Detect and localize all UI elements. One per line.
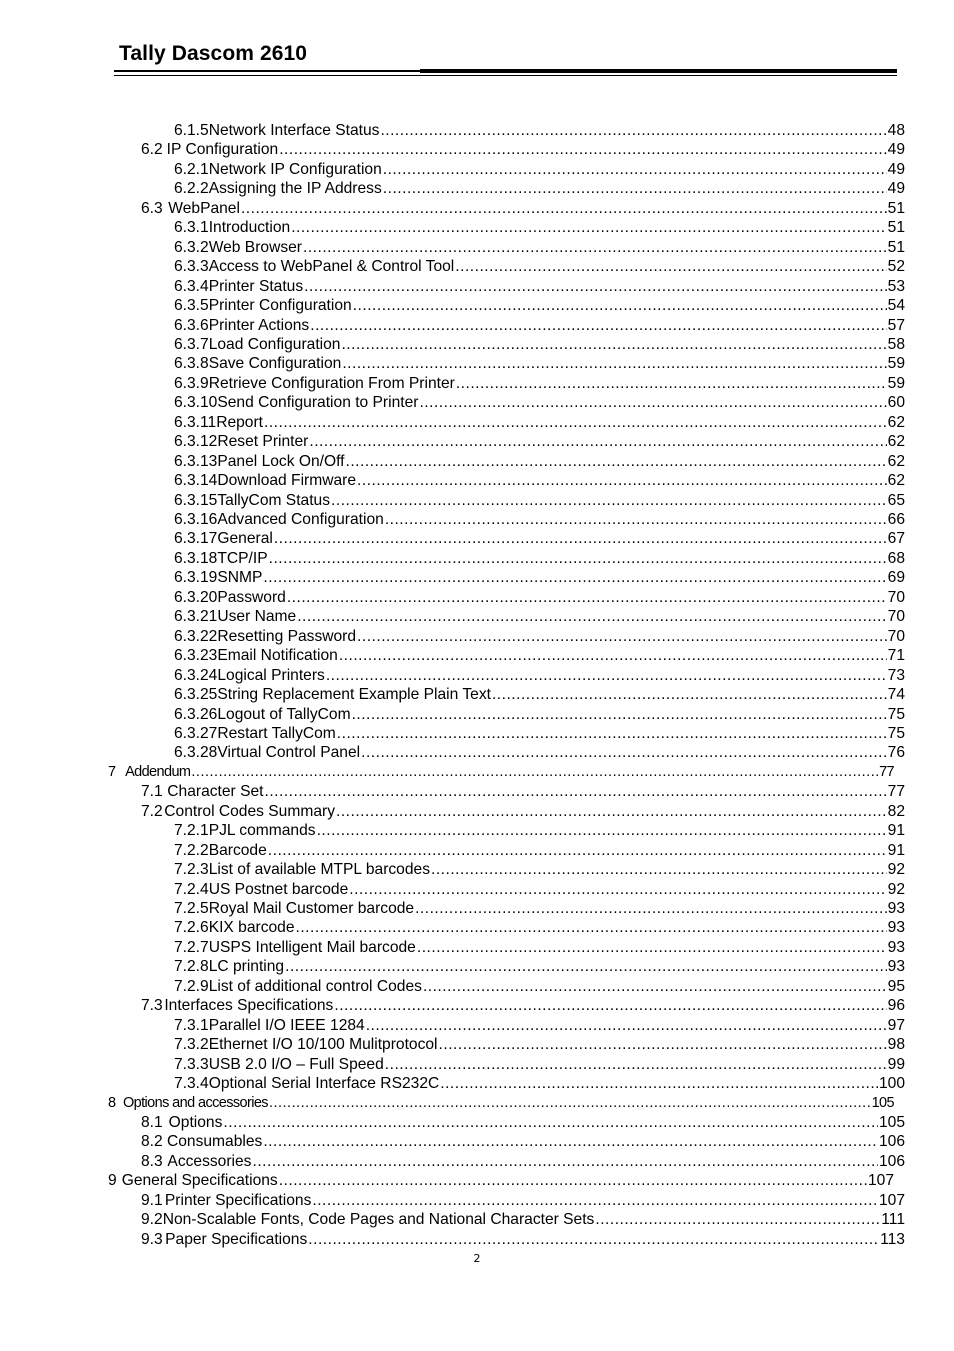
toc-entry-page[interactable]: 62 <box>887 452 905 470</box>
toc-entry-title[interactable]: Logical Printers <box>217 666 325 684</box>
toc-entry-page[interactable]: 52 <box>887 258 905 276</box>
toc-entry-page[interactable]: 62 <box>887 472 905 490</box>
toc-entry-number: 6.1.5 <box>174 122 209 139</box>
toc-entry-number: 6.3.13 <box>174 452 218 470</box>
toc-entry-page[interactable]: 93 <box>887 938 905 956</box>
toc-entry-title[interactable]: Introduction <box>208 219 291 237</box>
toc-entry-number: 6.3.23 <box>174 647 218 665</box>
toc-entry-page[interactable]: 75 <box>887 705 905 723</box>
toc-entry-page[interactable]: 70 <box>887 608 905 626</box>
toc-entry[interactable] <box>174 646 905 665</box>
toc-entry-title[interactable]: SNMP <box>217 569 263 587</box>
toc-entry-title[interactable]: Printer Actions <box>208 316 310 334</box>
toc-entry-title[interactable]: Character Set <box>167 783 264 801</box>
toc-entry-page[interactable]: 54 <box>887 297 905 315</box>
toc-entry-number: 9.1 <box>141 1191 163 1209</box>
toc-dot-leader <box>456 374 887 393</box>
toc-dot-leader <box>279 140 886 159</box>
toc-entry-page[interactable]: 92 <box>887 861 905 879</box>
toc-entry-title[interactable]: Royal Mail Customer barcode <box>208 900 415 917</box>
toc-entry-title[interactable]: Parallel I/O IEEE 1284 <box>208 1016 365 1034</box>
toc-dot-leader <box>357 627 887 646</box>
toc-dot-leader <box>366 1016 887 1035</box>
toc-entry[interactable] <box>174 354 905 373</box>
toc-entry-title[interactable]: Accessories <box>167 1152 252 1170</box>
toc-dot-leader <box>264 413 887 432</box>
toc-entry-number: 6.3.18 <box>174 549 218 567</box>
toc-entry[interactable] <box>174 277 905 296</box>
toc-dot-leader <box>263 1132 878 1151</box>
toc-entry-title[interactable]: Password <box>217 588 286 606</box>
toc-entry-page[interactable]: 107 <box>867 1172 894 1190</box>
toc-entry-page[interactable]: 99 <box>887 1055 905 1073</box>
toc-entry-number: 6.3.11 <box>174 413 217 431</box>
toc-entry[interactable] <box>174 471 905 490</box>
toc-entry-page[interactable]: 92 <box>887 880 905 898</box>
toc-entry-title[interactable]: USB 2.0 I/O – Full Speed <box>208 1055 384 1073</box>
toc-dot-leader <box>415 899 887 918</box>
toc-dot-leader <box>269 549 887 568</box>
toc-entry-number: 6.3.2 <box>174 238 209 256</box>
toc-entry-title[interactable]: General <box>217 530 273 548</box>
toc-entry-title[interactable]: Consumables <box>166 1133 263 1151</box>
header-rule-thin <box>114 75 897 76</box>
toc-entry-title[interactable]: Options <box>168 1113 223 1131</box>
toc-entry-number: 6.3 <box>141 199 163 217</box>
toc-entry-page[interactable]: 95 <box>887 977 905 995</box>
toc-entry-title[interactable]: Reset Printer <box>217 433 309 451</box>
toc-entry-number: 6.3.14 <box>174 472 218 490</box>
toc-entry-number: 7.2.9 <box>174 977 209 995</box>
toc-entry[interactable] <box>141 1230 905 1249</box>
toc-entry[interactable] <box>174 880 905 899</box>
toc-entry-number: 6.3.19 <box>174 569 218 587</box>
toc-entry-number: 7.3.2 <box>174 1036 209 1054</box>
toc-entry-number: 7.2.4 <box>174 880 209 898</box>
header-rule <box>114 70 897 72</box>
toc-entry-page[interactable]: 74 <box>887 686 905 704</box>
toc-entry-title[interactable]: Save Configuration <box>208 355 342 373</box>
toc-entry[interactable] <box>141 1210 905 1229</box>
toc-dot-leader <box>268 841 887 860</box>
toc-entry-number: 7.3.1 <box>174 1016 209 1034</box>
toc-entry-title[interactable]: Options and accessories <box>122 1094 268 1111</box>
toc-entry[interactable] <box>174 860 905 879</box>
toc-entry-page[interactable]: 59 <box>887 355 905 373</box>
toc-entry[interactable] <box>174 179 905 198</box>
toc-entry[interactable] <box>174 627 905 646</box>
toc-dot-leader <box>304 277 886 296</box>
toc-entry-title[interactable]: Paper Specifications <box>165 1230 308 1248</box>
toc-entry-title[interactable]: Email Notification <box>217 647 338 665</box>
toc-entry-title[interactable]: US Postnet barcode <box>208 880 349 898</box>
toc-entry-number: 7 <box>108 763 116 780</box>
toc-entry[interactable] <box>174 238 905 257</box>
toc-dot-leader <box>385 1055 887 1074</box>
toc-entry-page[interactable]: 60 <box>887 394 905 412</box>
toc-entry[interactable] <box>174 666 905 685</box>
toc-entry[interactable] <box>174 549 905 568</box>
toc-dot-leader <box>297 607 886 626</box>
toc-entry[interactable] <box>174 529 905 548</box>
toc-entry-page[interactable]: 100 <box>878 1075 905 1093</box>
toc-entry-number: 6.3.1 <box>174 219 209 237</box>
toc-entry-number: 7.1 <box>141 783 163 801</box>
toc-entry-number: 6.3.21 <box>174 608 218 626</box>
toc-entry-number: 9.3 <box>141 1230 163 1248</box>
toc-entry[interactable] <box>174 335 905 354</box>
toc-entry-number: 6.3.8 <box>174 355 209 373</box>
toc-entry-number: 7.2.2 <box>174 841 209 859</box>
toc-entry-number: 9 <box>108 1172 117 1190</box>
toc-entry-title[interactable]: Non-Scalable Fonts, Code Pages and National Character Sets <box>162 1211 595 1229</box>
toc-dot-leader <box>341 335 886 354</box>
toc-entry-title[interactable]: Restart TallyCom <box>217 724 336 742</box>
toc-entry-number: 8.3 <box>141 1152 163 1170</box>
toc-dot-leader <box>349 880 886 899</box>
toc-entry[interactable] <box>174 841 905 860</box>
toc-entry[interactable] <box>174 1055 905 1074</box>
toc-entry-number: 6.2.1 <box>174 160 209 178</box>
toc-entry-page[interactable]: 106 <box>878 1152 905 1170</box>
toc-entry-number: 6.3.7 <box>174 335 209 353</box>
toc-entry-number: 8.1 <box>141 1113 163 1131</box>
toc-entry[interactable] <box>174 918 905 937</box>
toc-entry-page[interactable]: 67 <box>887 530 905 548</box>
toc-entry-page[interactable]: 65 <box>887 491 905 509</box>
toc-entry[interactable] <box>174 821 905 840</box>
toc-dot-leader <box>431 860 887 879</box>
toc-entry-page[interactable]: 93 <box>887 958 905 976</box>
toc-dot-leader <box>291 218 886 237</box>
toc-entry-page[interactable]: 62 <box>887 433 905 451</box>
toc-dot-leader <box>423 977 887 996</box>
toc-entry-page[interactable]: 51 <box>887 238 905 256</box>
toc-entry-number: 9.2 <box>141 1211 163 1229</box>
toc-entry-title[interactable]: Access to WebPanel & Control Tool <box>208 258 455 276</box>
toc-entry[interactable] <box>174 316 905 335</box>
toc-entry-number: 7.3.3 <box>174 1055 209 1073</box>
toc-dot-leader <box>326 666 887 685</box>
toc-entry-number: 7.3 <box>141 997 163 1015</box>
toc-entry-title[interactable]: LC printing <box>208 958 285 976</box>
toc-entry-title[interactable]: PJL commands <box>208 822 316 840</box>
toc-entry-page[interactable]: 75 <box>887 724 905 742</box>
toc-entry-number: 7.2.7 <box>174 938 209 956</box>
toc-entry[interactable] <box>174 510 905 529</box>
toc-dot-leader <box>357 471 887 490</box>
toc-entry-page[interactable]: 62 <box>887 413 905 431</box>
toc-entry-title[interactable]: Virtual Control Panel <box>217 744 361 762</box>
toc-entry-page[interactable]: 49 <box>887 160 905 178</box>
toc-entry-page[interactable]: 98 <box>887 1036 905 1054</box>
toc-dot-leader <box>339 646 887 665</box>
toc-entry-page[interactable]: 105 <box>878 1113 905 1131</box>
toc-entry[interactable] <box>141 1113 905 1132</box>
toc-entry-page[interactable]: 91 <box>887 822 905 840</box>
toc-dot-leader <box>287 588 887 607</box>
toc-entry[interactable] <box>141 1132 905 1151</box>
toc-entry-title[interactable]: Send Configuration to Printer <box>217 394 419 412</box>
toc-entry-title[interactable]: USPS Intelligent Mail barcode <box>208 938 416 956</box>
toc-entry-page[interactable]: 53 <box>887 277 905 295</box>
toc-entry-title[interactable]: TCP/IP <box>217 549 268 567</box>
toc-entry-page[interactable]: 70 <box>887 627 905 645</box>
toc-entry-page[interactable]: 49 <box>887 141 905 159</box>
toc-entry-number: 6.3.20 <box>174 588 218 606</box>
toc-dot-leader <box>383 179 887 198</box>
toc-entry[interactable] <box>174 685 905 704</box>
toc-entry-page[interactable]: 93 <box>887 919 905 937</box>
toc-entry-number: 6.3.12 <box>174 433 218 451</box>
toc-entry-number: 7.2.5 <box>174 900 209 917</box>
toc-entry-title[interactable]: List of additional control Codes <box>208 977 422 995</box>
toc-entry-title[interactable]: IP Configuration <box>166 141 279 159</box>
toc-dot-leader <box>312 1191 878 1210</box>
toc-entry-title[interactable]: Retrieve Configuration From Printer <box>208 374 455 392</box>
toc-entry-title[interactable]: Report <box>216 413 264 431</box>
toc-entry-number: 7.2.8 <box>174 958 209 976</box>
toc-entry[interactable] <box>174 160 905 179</box>
toc-dot-leader <box>417 938 887 957</box>
toc-entry[interactable] <box>141 1152 905 1171</box>
toc-dot-leader <box>334 996 886 1015</box>
toc-entry-title[interactable]: Resetting Password <box>217 627 357 645</box>
document-header-title: Tally Dascom 2610 <box>119 42 308 65</box>
toc-dot-leader <box>337 724 887 743</box>
toc-entry-title[interactable]: Network IP Configuration <box>208 160 382 178</box>
toc-entry[interactable] <box>174 413 905 432</box>
toc-dot-leader <box>439 1035 887 1054</box>
toc-dot-leader <box>595 1210 880 1229</box>
toc-entry-title[interactable]: KIX barcode <box>208 919 295 937</box>
toc-entry-title[interactable]: Ethernet I/O 10/100 Mulitprotocol <box>208 1036 438 1054</box>
toc-entry[interactable] <box>174 393 905 412</box>
toc-entry-number: 6.3.17 <box>174 530 218 548</box>
toc-entry-page[interactable]: 106 <box>878 1133 905 1151</box>
toc-entry[interactable] <box>174 724 905 743</box>
toc-entry-number: 7.3.4 <box>174 1075 209 1093</box>
toc-entry-title[interactable]: User Name <box>217 608 297 626</box>
toc-entry[interactable] <box>141 782 905 801</box>
toc-entry[interactable] <box>141 802 905 821</box>
toc-entry[interactable] <box>174 1035 905 1054</box>
toc-entry-number: 6.3.24 <box>174 666 218 684</box>
toc-dot-leader <box>440 1074 878 1093</box>
toc-entry-title[interactable]: Load Configuration <box>208 335 341 353</box>
toc-entry[interactable] <box>174 705 905 724</box>
toc-entry[interactable] <box>174 491 905 510</box>
toc-entry[interactable] <box>174 977 905 996</box>
toc-entry[interactable] <box>108 1094 894 1113</box>
toc-entry-page[interactable]: 70 <box>887 588 905 606</box>
toc-dot-leader <box>269 1094 871 1113</box>
toc-entry-number: 6.3.4 <box>174 277 209 295</box>
toc-entry[interactable] <box>174 743 905 762</box>
toc-entry[interactable] <box>174 432 905 451</box>
toc-dot-leader <box>241 199 887 218</box>
toc-entry-number: 8 <box>108 1094 116 1111</box>
toc-entry-page[interactable]: 111 <box>881 1211 905 1229</box>
page-number: 2 <box>473 1252 481 1265</box>
toc-entry-page[interactable]: 58 <box>887 335 905 353</box>
toc-entry-number: 6.3.10 <box>174 394 218 412</box>
toc-entry-number: 6.3.27 <box>174 724 218 742</box>
toc-entry-title[interactable]: Logout of TallyCom <box>217 705 351 723</box>
toc-entry[interactable] <box>141 199 905 218</box>
toc-entry-title[interactable]: Optional Serial Interface RS232C <box>208 1075 440 1093</box>
toc-entry-title[interactable]: Advanced Configuration <box>217 511 384 528</box>
toc-dot-leader <box>492 685 887 704</box>
toc-entry-number: 7.2 <box>141 802 163 820</box>
toc-entry-page[interactable]: 73 <box>887 666 905 684</box>
toc-entry-number: 6.3.16 <box>174 511 218 528</box>
toc-dot-leader <box>342 354 886 373</box>
toc-entry-title[interactable]: WebPanel <box>168 199 240 217</box>
toc-entry-page[interactable]: 69 <box>887 569 905 587</box>
toc-entry-page[interactable]: 71 <box>887 647 905 665</box>
toc-entry[interactable] <box>174 588 905 607</box>
toc-entry-number: 7.2.6 <box>174 919 209 937</box>
toc-dot-leader <box>265 782 887 801</box>
toc-entry[interactable] <box>141 996 905 1015</box>
toc-entry-number: 6.2.2 <box>174 180 209 198</box>
toc-dot-leader <box>296 918 887 937</box>
toc-dot-leader <box>352 705 887 724</box>
toc-entry-title[interactable]: Barcode <box>208 841 267 859</box>
toc-dot-leader <box>385 510 887 529</box>
toc-entry-page[interactable]: 77 <box>879 763 894 780</box>
toc-entry[interactable] <box>174 607 905 626</box>
toc-dot-leader <box>274 529 887 548</box>
toc-entry[interactable] <box>174 218 905 237</box>
toc-entry[interactable] <box>174 452 905 471</box>
toc-entry-page[interactable]: 82 <box>887 802 905 820</box>
toc-entry-number: 6.2 <box>141 141 163 159</box>
toc-entry[interactable] <box>174 296 905 315</box>
toc-dot-leader <box>361 743 887 762</box>
toc-entry[interactable] <box>174 899 905 918</box>
toc-entry[interactable] <box>174 568 905 587</box>
toc-entry-page[interactable]: 59 <box>887 374 905 392</box>
toc-dot-leader <box>383 160 887 179</box>
toc-dot-leader <box>285 957 887 976</box>
toc-entry-number: 6.3.28 <box>174 744 218 762</box>
toc-dot-leader <box>279 1171 867 1190</box>
toc-entry[interactable] <box>174 1074 905 1093</box>
toc-dot-leader <box>310 316 886 335</box>
toc-entry[interactable] <box>174 957 905 976</box>
toc-entry-page[interactable]: 113 <box>880 1230 905 1248</box>
toc-dot-leader <box>309 432 886 451</box>
toc-entry[interactable] <box>108 763 894 782</box>
toc-entry-title[interactable]: Web Browser <box>208 238 302 256</box>
toc-entry-title[interactable]: Printer Configuration <box>208 297 352 315</box>
toc-entry-title[interactable]: String Replacement Example Plain Text <box>217 686 491 704</box>
toc-entry-number: 6.3.6 <box>174 316 209 334</box>
toc-dot-leader <box>380 121 886 140</box>
toc-entry-page[interactable]: 66 <box>887 511 905 528</box>
toc-entry-number: 6.3.25 <box>174 686 218 704</box>
toc-entry-title[interactable]: Printer Specifications <box>164 1191 312 1209</box>
toc-entry[interactable] <box>141 1191 905 1210</box>
toc-dot-leader <box>336 802 887 821</box>
toc-entry-title[interactable]: Network Interface Status <box>208 122 380 139</box>
toc-entry-number: 6.3.5 <box>174 297 209 315</box>
toc-entry-title[interactable]: General Specifications <box>121 1172 278 1190</box>
toc-entry-page[interactable]: 57 <box>887 316 905 334</box>
toc-dot-leader <box>223 1113 878 1132</box>
toc-dot-leader <box>303 238 887 257</box>
toc-entry-page[interactable]: 77 <box>887 783 905 801</box>
toc-entry-number: 6.3.22 <box>174 627 218 645</box>
toc-entry-page[interactable]: 107 <box>878 1191 905 1209</box>
toc-entry-page[interactable]: 93 <box>887 900 905 917</box>
toc-entry-page[interactable]: 76 <box>887 744 905 762</box>
toc-entry-title[interactable]: Addendum <box>125 763 191 780</box>
toc-entry[interactable] <box>174 374 905 393</box>
toc-entry-title[interactable]: Interfaces Specifications <box>164 997 334 1015</box>
toc-dot-leader <box>317 821 887 840</box>
toc-entry-title[interactable]: Control Codes Summary <box>164 802 335 820</box>
toc-dot-leader <box>252 1152 877 1171</box>
toc-entry-number: 6.3.3 <box>174 258 209 276</box>
toc-entry-number: 8.2 <box>141 1133 163 1151</box>
toc-entry[interactable] <box>174 121 905 140</box>
toc-entry[interactable] <box>141 140 905 159</box>
toc-entry[interactable] <box>174 257 905 276</box>
toc-entry[interactable] <box>108 1171 894 1190</box>
toc-entry-page[interactable]: 48 <box>887 122 905 139</box>
toc-entry[interactable] <box>174 1016 905 1035</box>
toc-entry-page[interactable]: 51 <box>887 219 905 237</box>
toc-dot-leader <box>308 1230 879 1249</box>
toc-entry-number: 6.3.26 <box>174 705 218 723</box>
toc-entry-title[interactable]: Assigning the IP Address <box>208 180 382 198</box>
toc-dot-leader <box>331 491 887 510</box>
toc-entry-number: 7.2.3 <box>174 861 209 879</box>
toc-entry[interactable] <box>174 938 905 957</box>
toc-entry-title[interactable]: Download Firmware <box>217 472 357 490</box>
toc-entry-title[interactable]: Printer Status <box>208 277 304 295</box>
toc-entry-page[interactable]: 68 <box>887 549 905 567</box>
toc-entry-title[interactable]: Panel Lock On/Off <box>217 452 345 470</box>
toc-dot-leader <box>263 568 886 587</box>
toc-entry-title[interactable]: TallyCom Status <box>217 491 331 509</box>
toc-entry-page[interactable]: 105 <box>871 1094 894 1111</box>
toc-entry-number: 7.2.1 <box>174 822 209 840</box>
toc-entry-page[interactable]: 49 <box>887 180 905 198</box>
toc-dot-leader <box>455 257 886 276</box>
toc-entry-page[interactable]: 97 <box>887 1016 905 1034</box>
toc-dot-leader <box>191 763 878 782</box>
toc-dot-leader <box>419 393 886 412</box>
toc-entry-number: 6.3.15 <box>174 491 218 509</box>
toc-entry-page[interactable]: 96 <box>887 997 905 1015</box>
toc-entry-title[interactable]: List of available MTPL barcodes <box>208 861 430 879</box>
toc-dot-leader <box>353 296 887 315</box>
toc-entry-page[interactable]: 51 <box>887 199 905 217</box>
toc-entry-page[interactable]: 91 <box>887 841 905 859</box>
toc-dot-leader <box>346 452 887 471</box>
toc-entry-number: 6.3.9 <box>174 374 209 392</box>
